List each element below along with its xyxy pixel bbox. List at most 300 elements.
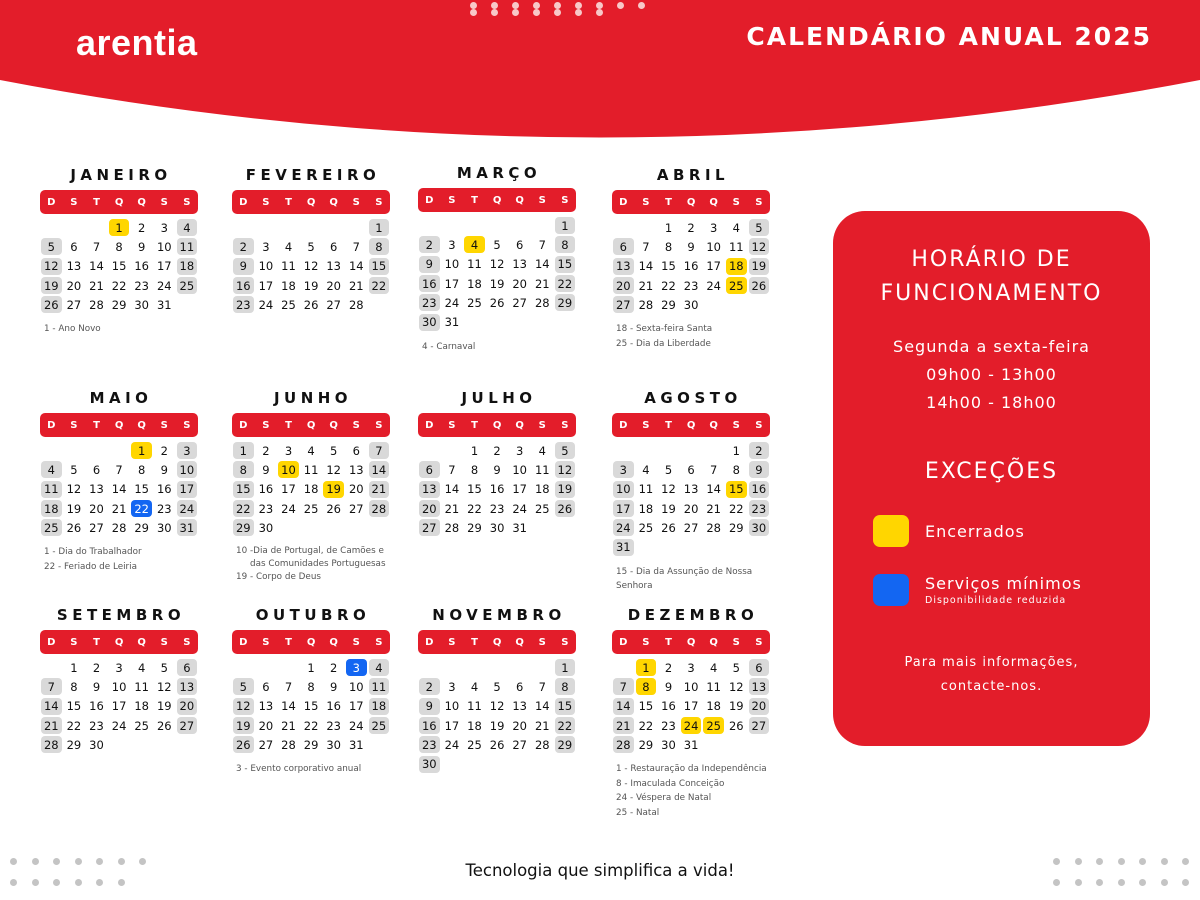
closed-day: 10	[278, 461, 299, 478]
weekend-day: 6	[419, 461, 440, 478]
day-cell: 7	[92, 239, 101, 254]
day-cell: 13	[512, 699, 527, 714]
weekday-label: Q	[709, 636, 718, 648]
day-cell: 12	[66, 482, 82, 497]
day-cell: 26	[66, 520, 82, 535]
holiday-notes	[232, 762, 390, 777]
month-agosto	[612, 389, 770, 594]
weekday-label: S	[448, 636, 456, 648]
holiday-note: 1 - Dia do Trabalhador	[44, 547, 142, 558]
day-cell: 26	[326, 501, 341, 516]
day-cell: 24	[512, 501, 527, 516]
day-cell: 21	[638, 278, 654, 293]
day-cell: 3	[115, 660, 123, 675]
day-cell: 3	[284, 443, 293, 458]
decorative-dot	[118, 879, 125, 886]
exceptions-title: EXCEÇÕES	[924, 459, 1059, 484]
weekday-header	[418, 188, 576, 212]
weekend-day: 9	[419, 256, 440, 273]
day-cell: 30	[683, 297, 699, 312]
weekend-day: 25	[369, 717, 390, 734]
day-cell: 11	[534, 462, 550, 477]
decorative-dot	[596, 9, 603, 16]
day-cell: 15	[134, 482, 149, 497]
day-cell: 18	[303, 482, 319, 497]
day-cell: 22	[467, 501, 482, 516]
day-cell: 11	[638, 482, 654, 497]
day-cell: 30	[258, 520, 274, 535]
weekday-label: S	[160, 196, 168, 208]
day-cell: 23	[258, 501, 274, 516]
weekend-day: 15	[555, 256, 576, 273]
day-cell: 6	[262, 679, 270, 694]
empty-cell	[300, 218, 323, 237]
weekend-day: 12	[555, 461, 576, 478]
weekend-day: 27	[419, 519, 440, 536]
weekday-label: D	[239, 196, 248, 208]
weekend-day: 12	[233, 698, 254, 715]
hours-panel	[833, 211, 1150, 746]
day-cell: 9	[330, 679, 338, 694]
weekend-day: 22	[369, 277, 390, 294]
day-cell: 8	[664, 239, 673, 254]
weekend-day: 8	[555, 678, 576, 695]
day-cell: 10	[156, 239, 172, 254]
weekday-label: D	[239, 419, 248, 431]
weekend-day: 21	[41, 717, 62, 734]
weekend-day: 17	[177, 481, 198, 498]
day-cell: 16	[489, 482, 505, 497]
day-cell: 22	[66, 718, 82, 733]
day-cell: 2	[493, 443, 501, 458]
day-cell: 23	[661, 718, 676, 733]
days-grid	[40, 441, 198, 537]
decorative-dot	[554, 9, 561, 16]
decorative-dot	[96, 858, 103, 865]
days-grid	[232, 658, 390, 754]
weekday-label: S	[732, 196, 740, 208]
days-grid	[612, 658, 770, 754]
weekend-day: 9	[749, 461, 770, 478]
weekend-day: 6	[749, 659, 770, 676]
month-name: JULHO	[461, 389, 537, 407]
opening-days: Segunda a sexta-feira	[893, 337, 1090, 356]
holiday-note: 25 - Dia da Liberdade	[616, 338, 711, 349]
minimal-service-day: 22	[131, 500, 152, 517]
weekend-day: 15	[369, 258, 390, 275]
day-cell: 5	[330, 443, 338, 458]
weekend-day: 13	[177, 678, 198, 695]
holiday-note: 10 -Dia de Portugal, de Camões e das Comunidades Portuguesas	[236, 546, 386, 569]
empty-cell	[322, 218, 345, 237]
day-cell: 1	[470, 443, 479, 458]
weekday-label: S	[375, 419, 383, 431]
day-cell: 8	[70, 679, 78, 694]
weekday-label: S	[70, 419, 78, 431]
day-cell: 26	[661, 520, 676, 535]
weekend-day: 4	[369, 659, 390, 676]
empty-cell	[40, 218, 63, 237]
decorative-dot	[470, 9, 477, 16]
weekend-day: 20	[419, 500, 440, 517]
day-cell: 20	[66, 278, 82, 293]
day-cell: 11	[467, 257, 482, 272]
weekend-day: 3	[177, 442, 198, 459]
weekday-label: Q	[306, 636, 316, 648]
holiday-note: 15 - Dia da Assunção de Nossa Senhora	[616, 566, 753, 592]
day-cell: 15	[467, 482, 482, 497]
month-name: JANEIRO	[70, 166, 172, 184]
closed-swatch	[873, 515, 909, 547]
weekday-label: S	[538, 194, 546, 206]
day-cell: 25	[638, 520, 654, 535]
day-cell: 29	[728, 520, 744, 535]
weekday-label: Q	[329, 636, 338, 648]
weekend-day: 14	[613, 698, 634, 715]
day-cell: 7	[448, 462, 456, 477]
day-cell: 14	[638, 259, 654, 274]
weekday-label: Q	[137, 419, 146, 431]
weekend-day: 20	[613, 277, 634, 294]
day-cell: 21	[111, 501, 127, 516]
weekend-day: 30	[419, 314, 440, 331]
day-cell: 2	[330, 660, 338, 675]
day-cell: 1	[664, 220, 673, 235]
day-cell: 3	[448, 679, 456, 694]
decorative-dot	[1075, 858, 1082, 865]
weekday-label: Q	[114, 636, 124, 648]
day-cell: 31	[348, 737, 364, 752]
day-cell: 24	[444, 295, 460, 310]
month-name: AGOSTO	[644, 389, 742, 407]
day-cell: 17	[111, 699, 127, 714]
weekend-day: 20	[177, 698, 198, 715]
weekday-label: D	[619, 419, 628, 431]
weekday-label: D	[47, 636, 56, 648]
weekday-label: S	[375, 636, 383, 648]
weekday-header	[612, 630, 770, 654]
weekend-day: 2	[419, 236, 440, 253]
month-name: JUNHO	[273, 389, 353, 407]
day-cell: 4	[732, 220, 740, 235]
month-janeiro	[40, 166, 198, 337]
weekend-day: 14	[369, 461, 390, 478]
day-cell: 6	[70, 239, 78, 254]
weekday-label: S	[755, 419, 763, 431]
day-cell: 12	[489, 699, 505, 714]
contact-info	[833, 651, 1150, 699]
weekend-day: 12	[41, 258, 62, 275]
month-março	[418, 164, 576, 354]
weekend-day: 5	[233, 678, 254, 695]
empty-cell	[40, 658, 63, 677]
day-cell: 29	[467, 520, 482, 535]
day-cell: 6	[92, 462, 101, 477]
day-cell: 20	[683, 501, 699, 516]
day-cell: 29	[134, 520, 149, 535]
day-cell: 9	[92, 679, 101, 694]
day-cell: 17	[258, 278, 274, 293]
weekday-header	[232, 190, 390, 214]
day-cell: 27	[348, 501, 364, 516]
day-cell: 6	[352, 443, 360, 458]
day-cell: 3	[262, 239, 270, 254]
footer-tagline: Tecnologia que simplifica a vida!	[465, 861, 735, 880]
day-cell: 11	[303, 462, 319, 477]
day-cell: 21	[444, 501, 460, 516]
weekday-label: Q	[492, 194, 502, 206]
day-cell: 18	[706, 699, 721, 714]
weekday-label: T	[665, 196, 672, 208]
day-cell: 15	[111, 259, 127, 274]
day-cell: 12	[489, 257, 505, 272]
holiday-note: 24 - Véspera de Natal	[616, 793, 712, 804]
weekend-day: 7	[613, 678, 634, 695]
weekend-day: 2	[419, 678, 440, 695]
day-cell: 5	[70, 462, 78, 477]
empty-cell	[680, 441, 703, 460]
empty-cell	[441, 216, 464, 235]
weekday-header	[418, 413, 576, 437]
weekday-label: T	[471, 194, 478, 206]
empty-cell	[463, 216, 486, 235]
day-cell: 2	[687, 220, 695, 235]
weekday-header	[40, 190, 198, 214]
weekday-label: T	[471, 636, 478, 648]
weekday-label: S	[448, 419, 456, 431]
closed-day: 19	[323, 481, 344, 498]
day-cell: 30	[661, 737, 676, 752]
day-cell: 17	[512, 482, 527, 497]
day-cell: 29	[638, 737, 654, 752]
day-cell: 1	[70, 660, 78, 675]
weekend-day: 16	[419, 275, 440, 292]
day-cell: 19	[66, 501, 82, 516]
weekend-day: 5	[749, 219, 770, 236]
weekend-day: 16	[233, 277, 254, 294]
day-cell: 14	[89, 259, 104, 274]
day-cell: 8	[115, 239, 123, 254]
page-title: CALENDÁRIO ANUAL 2025	[746, 22, 1152, 51]
decorative-dot	[32, 879, 39, 886]
day-cell: 30	[326, 737, 341, 752]
decorative-dot	[512, 2, 519, 9]
day-cell: 13	[512, 257, 527, 272]
weekday-label: S	[538, 419, 546, 431]
holiday-notes	[612, 322, 770, 351]
empty-cell	[40, 441, 63, 460]
weekday-label: Q	[515, 636, 524, 648]
day-cell: 29	[303, 737, 319, 752]
weekend-day: 23	[419, 294, 440, 311]
day-cell: 18	[467, 276, 482, 291]
empty-cell	[232, 658, 255, 677]
decorative-dot	[491, 2, 498, 9]
decorative-dot	[1182, 879, 1189, 886]
weekday-label: S	[70, 636, 78, 648]
day-cell: 9	[493, 462, 501, 477]
day-cell: 21	[534, 276, 550, 291]
day-cell: 9	[160, 462, 168, 477]
day-cell: 10	[348, 679, 364, 694]
day-cell: 11	[467, 699, 482, 714]
weekday-label: S	[183, 196, 191, 208]
empty-cell	[612, 658, 635, 677]
weekday-label: Q	[306, 419, 316, 431]
closed-day: 25	[703, 717, 724, 734]
day-cell: 26	[303, 297, 319, 312]
day-cell: 26	[728, 718, 744, 733]
empty-cell	[85, 441, 108, 460]
legend-minimal-sublabel: Disponibilidade reduzida	[925, 595, 1067, 606]
decorative-dots-bottom-right	[1053, 858, 1200, 886]
weekend-day: 29	[555, 294, 576, 311]
day-cell: 10	[444, 699, 460, 714]
day-cell: 27	[512, 737, 527, 752]
weekend-day: 8	[369, 238, 390, 255]
weekday-label: T	[665, 636, 672, 648]
empty-cell	[441, 441, 464, 460]
day-cell: 16	[326, 699, 341, 714]
empty-cell	[531, 658, 554, 677]
empty-cell	[277, 218, 300, 237]
weekend-day: 26	[233, 736, 254, 753]
empty-cell	[418, 216, 441, 235]
weekday-header	[612, 413, 770, 437]
day-cell: 24	[258, 297, 274, 312]
weekend-day: 13	[613, 258, 634, 275]
weekday-label: Q	[686, 196, 696, 208]
decorative-dots-bottom-left	[10, 858, 161, 886]
day-cell: 6	[516, 679, 524, 694]
weekday-header	[232, 630, 390, 654]
morning-hours: 09h00 - 13h00	[926, 365, 1057, 384]
weekend-day: 13	[419, 481, 440, 498]
empty-cell	[463, 658, 486, 677]
day-cell: 23	[489, 501, 505, 516]
weekday-label: Q	[515, 419, 524, 431]
weekend-day: 4	[41, 461, 62, 478]
day-cell: 16	[661, 699, 676, 714]
day-cell: 12	[326, 462, 341, 477]
contact-info-line1: Para mais informações,	[904, 655, 1079, 670]
holiday-notes	[232, 545, 390, 585]
weekday-label: S	[732, 636, 740, 648]
weekday-label: Q	[306, 196, 316, 208]
weekday-label: Q	[709, 419, 718, 431]
weekday-label: Q	[137, 196, 146, 208]
weekend-day: 21	[369, 481, 390, 498]
empty-cell	[255, 658, 278, 677]
closed-day: 8	[636, 678, 657, 695]
day-cell: 17	[683, 699, 699, 714]
weekend-day: 18	[369, 698, 390, 715]
day-cell: 24	[156, 278, 172, 293]
weekday-label: T	[285, 419, 292, 431]
day-cell: 10	[258, 259, 274, 274]
day-cell: 11	[134, 679, 149, 694]
month-fevereiro	[232, 166, 390, 314]
weekend-day: 28	[369, 500, 390, 517]
decorative-dot	[1096, 879, 1103, 886]
weekend-day: 25	[41, 519, 62, 536]
weekday-label: S	[561, 194, 569, 206]
month-name: FEVEREIRO	[245, 166, 381, 184]
holiday-note: 22 - Feriado de Leiria	[44, 561, 138, 572]
day-cell: 16	[134, 259, 149, 274]
decorative-dot	[53, 879, 60, 886]
weekend-day: 23	[749, 500, 770, 517]
day-cell: 7	[352, 239, 360, 254]
day-cell: 15	[303, 699, 319, 714]
weekend-day: 26	[749, 277, 770, 294]
day-cell: 28	[348, 297, 364, 312]
weekday-label: T	[93, 196, 100, 208]
weekday-label: Q	[137, 636, 146, 648]
empty-cell	[486, 216, 509, 235]
day-cell: 24	[348, 718, 364, 733]
weekend-day: 27	[613, 296, 634, 313]
empty-cell	[418, 441, 441, 460]
decorative-dot	[1118, 879, 1125, 886]
weekday-label: Q	[686, 636, 696, 648]
day-cell: 28	[534, 295, 550, 310]
day-cell: 22	[661, 278, 676, 293]
weekday-label: Q	[709, 196, 718, 208]
day-cell: 6	[516, 237, 524, 252]
decorative-dot	[75, 879, 82, 886]
weekday-label: S	[160, 636, 168, 648]
weekend-day: 19	[555, 481, 576, 498]
day-cell: 9	[664, 679, 673, 694]
weekend-day: 9	[419, 698, 440, 715]
contact-info-line2: contacte-nos.	[940, 679, 1043, 694]
days-grid	[418, 216, 576, 332]
day-cell: 20	[512, 276, 527, 291]
legend-closed	[873, 515, 1025, 547]
holiday-note: 3 - Evento corporativo anual	[236, 764, 362, 775]
decorative-dot	[139, 858, 146, 865]
holiday-note: 18 - Sexta-feira Santa	[616, 324, 713, 335]
empty-cell	[612, 441, 635, 460]
weekday-label: Q	[492, 419, 502, 431]
weekday-label: Q	[329, 419, 338, 431]
day-cell: 4	[307, 443, 315, 458]
weekday-label: D	[619, 636, 628, 648]
weekend-day: 24	[613, 519, 634, 536]
day-cell: 19	[489, 276, 505, 291]
weekend-day: 17	[613, 500, 634, 517]
day-cell: 25	[467, 737, 482, 752]
month-name: DEZEMBRO	[627, 606, 759, 624]
day-cell: 15	[66, 699, 82, 714]
brand-logo: arentia	[76, 22, 198, 63]
day-cell: 2	[160, 443, 168, 458]
day-cell: 8	[732, 462, 740, 477]
weekday-label: S	[561, 636, 569, 648]
day-cell: 28	[638, 297, 654, 312]
weekend-day: 4	[177, 219, 198, 236]
holiday-note: 4 - Carnaval	[422, 341, 476, 352]
day-cell: 1	[307, 660, 315, 675]
weekday-label: T	[285, 636, 292, 648]
day-cell: 21	[534, 718, 550, 733]
weekday-label: D	[425, 636, 434, 648]
weekend-day: 11	[369, 678, 390, 695]
weekend-day: 11	[177, 238, 198, 255]
weekday-label: Q	[515, 194, 524, 206]
weekday-label: D	[47, 196, 56, 208]
